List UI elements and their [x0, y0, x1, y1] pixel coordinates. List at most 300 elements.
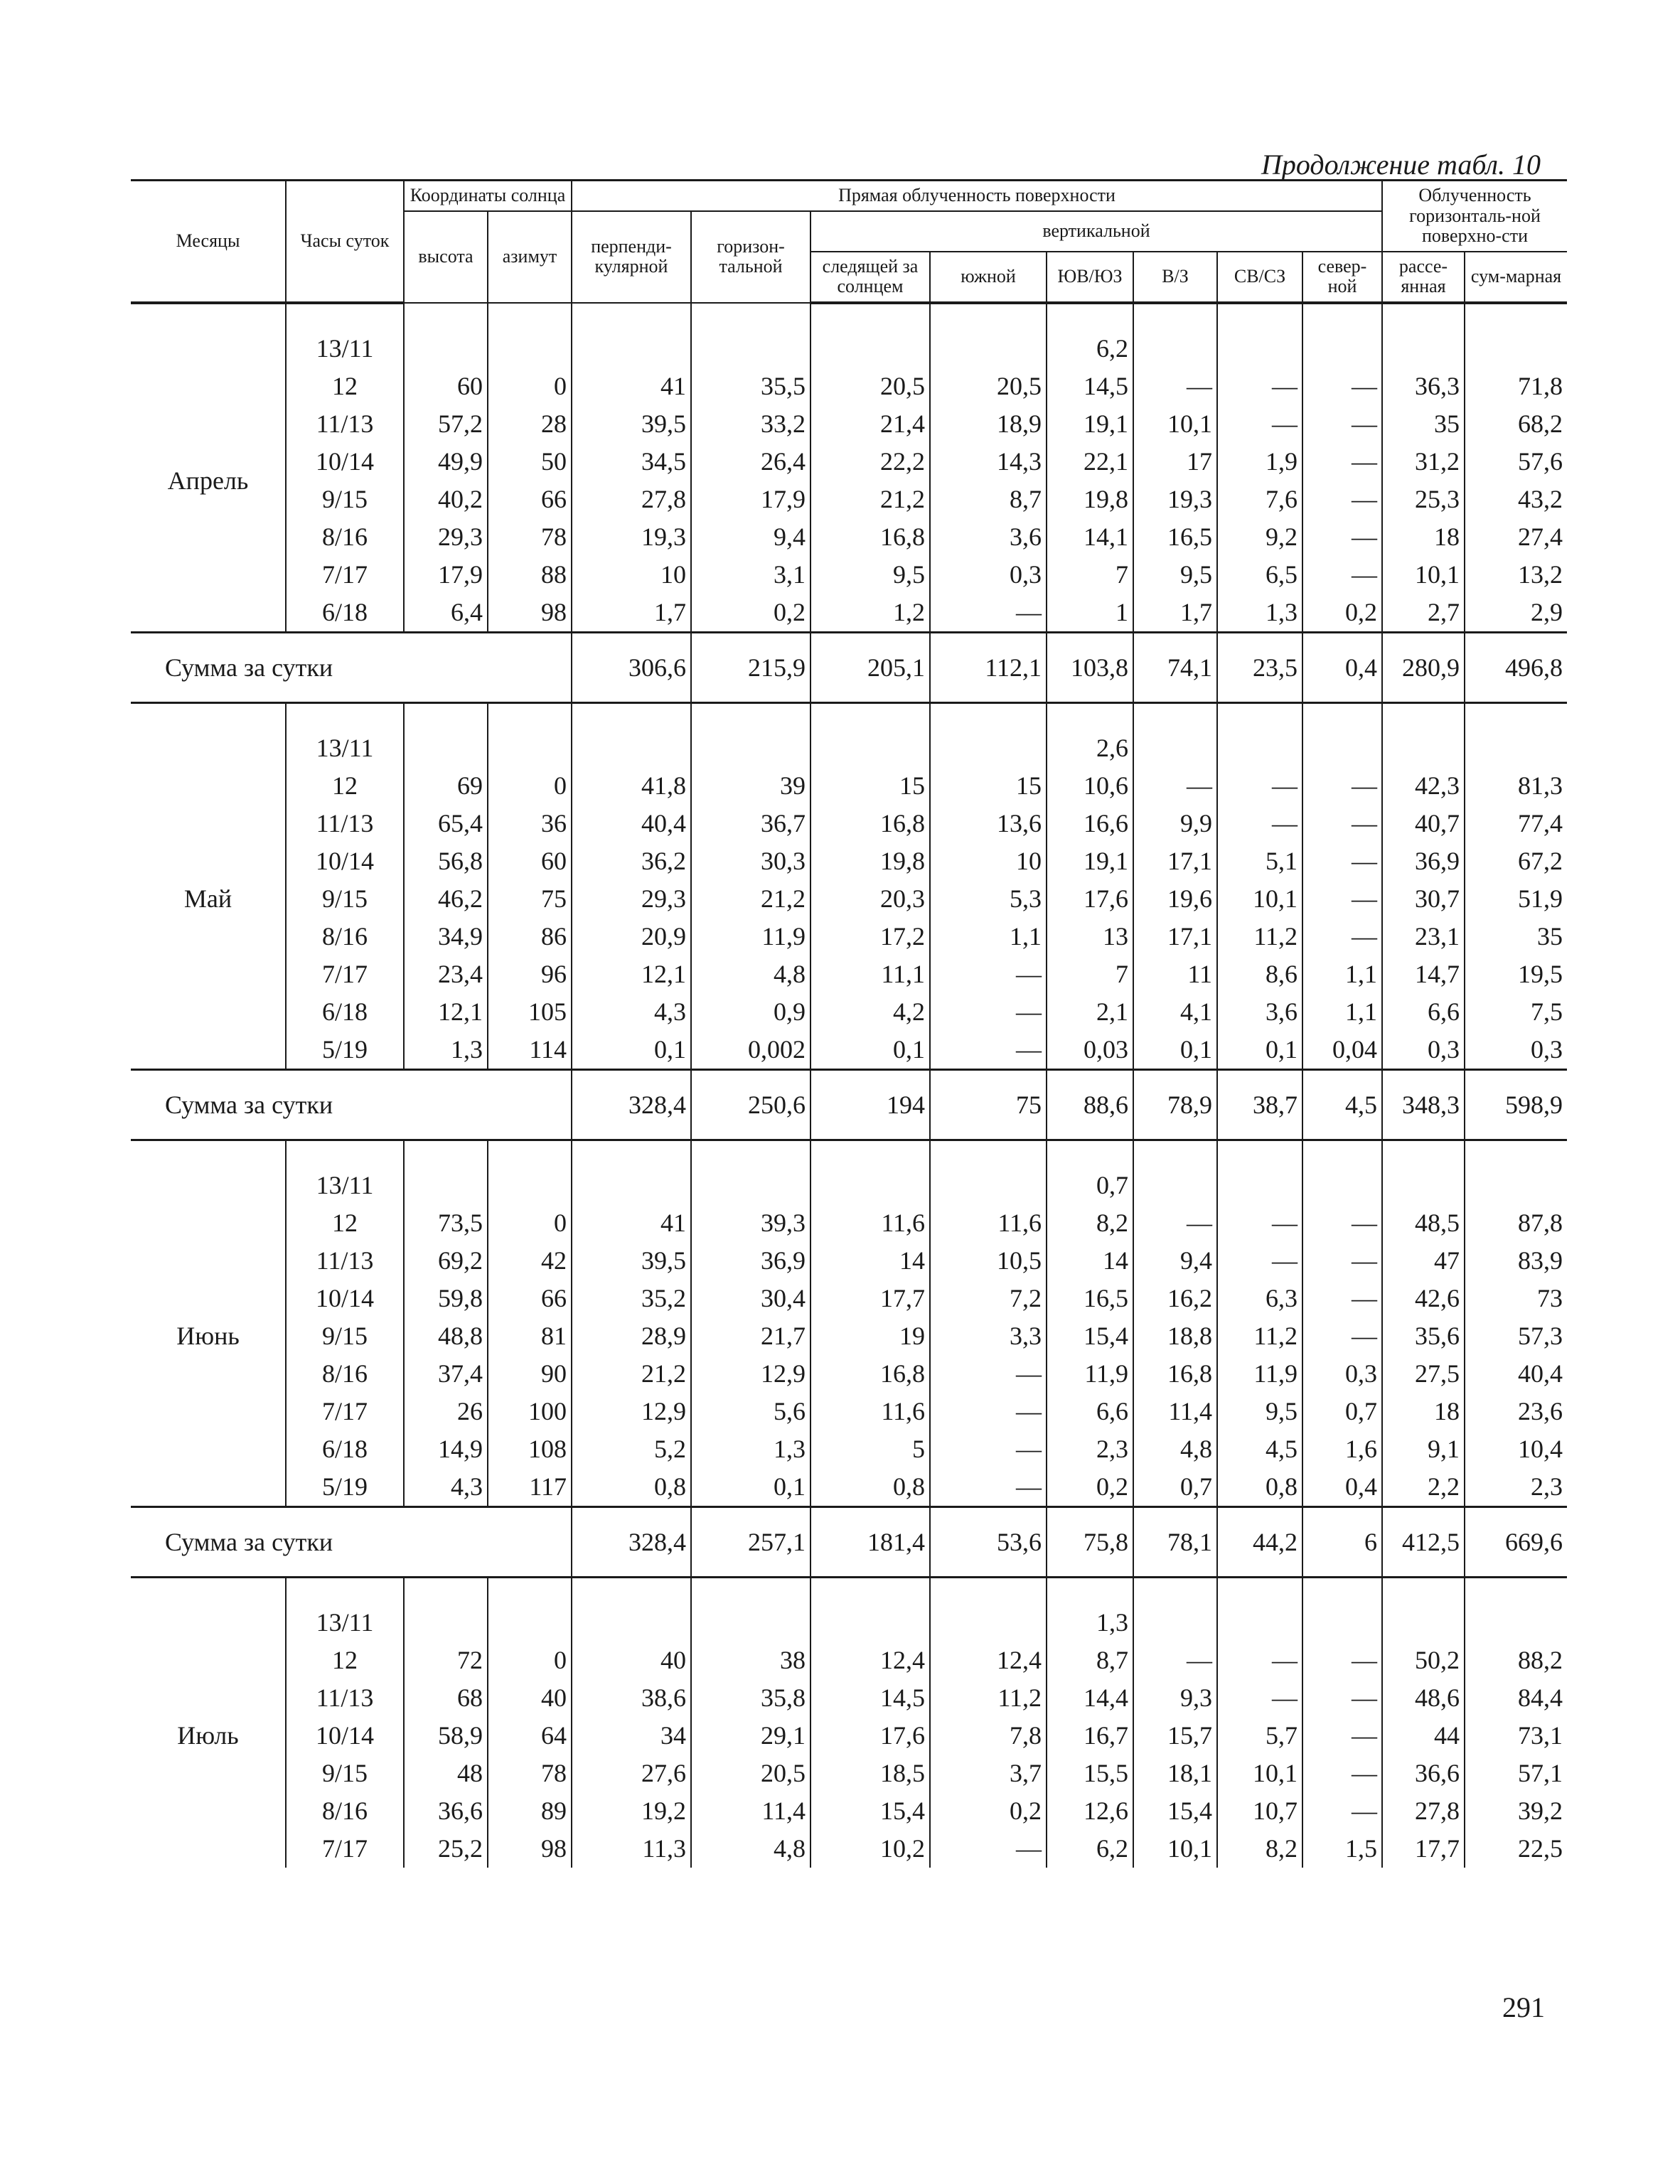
hour-cell: 7/17 [286, 1393, 404, 1430]
value-cell: 14,5 [1047, 368, 1133, 405]
value-cell: 11,9 [1047, 1355, 1133, 1393]
value-cell: — [1302, 1242, 1382, 1280]
value-cell: 3,6 [930, 518, 1047, 556]
value-cell: 0,7 [1047, 1167, 1133, 1204]
value-cell [1217, 1167, 1302, 1204]
value-cell: 16,5 [1133, 518, 1217, 556]
value-cell: 0,9 [691, 993, 810, 1031]
sum-cell: 38,7 [1217, 1069, 1302, 1140]
table-row [131, 1393, 1567, 1430]
value-cell: 7 [1047, 956, 1133, 993]
value-cell: 1,1 [1302, 956, 1382, 993]
value-cell: 20,9 [572, 918, 691, 956]
value-cell: 58,9 [404, 1717, 488, 1755]
value-cell: 0,3 [930, 556, 1047, 594]
value-cell: 41 [572, 368, 691, 405]
value-cell: 14,9 [404, 1430, 488, 1468]
sum-cell: 194 [810, 1069, 930, 1140]
value-cell: — [1133, 368, 1217, 405]
value-cell: 16,7 [1047, 1717, 1133, 1755]
value-cell: 0,2 [1302, 594, 1382, 633]
sum-cell: 280,9 [1382, 632, 1465, 702]
value-cell [810, 330, 930, 368]
hour-cell: 6/18 [286, 594, 404, 633]
value-cell: 36,9 [1382, 842, 1465, 880]
value-cell: 34,5 [572, 443, 691, 481]
value-cell: 5,1 [1217, 842, 1302, 880]
value-cell: 36,9 [691, 1242, 810, 1280]
value-cell: 18,1 [1133, 1755, 1217, 1792]
value-cell: — [1302, 443, 1382, 481]
value-cell: 10,1 [1217, 880, 1302, 918]
value-cell: 19 [810, 1317, 930, 1355]
month-label: Апрель [167, 466, 249, 495]
value-cell: 0,1 [1217, 1031, 1302, 1070]
value-cell: 96 [488, 956, 572, 993]
value-cell: 2,7 [1382, 594, 1465, 633]
table-row [131, 1280, 1567, 1317]
value-cell: 50 [488, 443, 572, 481]
header-e-w: В/З [1133, 252, 1217, 303]
sum-cell: 78,9 [1133, 1069, 1217, 1140]
sum-cell: 328,4 [572, 1069, 691, 1140]
sum-cell: 328,4 [572, 1506, 691, 1577]
value-cell: 40,4 [572, 805, 691, 842]
value-cell: — [930, 1031, 1047, 1070]
value-cell: 17,7 [1382, 1830, 1465, 1868]
value-cell: 40 [572, 1642, 691, 1679]
value-cell [930, 729, 1047, 767]
value-cell: 48,6 [1382, 1679, 1465, 1717]
value-cell: 57,1 [1465, 1755, 1567, 1792]
header-se-sw: ЮВ/ЮЗ [1047, 252, 1133, 303]
value-cell: 7,5 [1465, 993, 1567, 1031]
value-cell: 10,6 [1047, 767, 1133, 805]
value-cell: 18,5 [810, 1755, 930, 1792]
value-cell: 11,6 [930, 1204, 1047, 1242]
value-cell: 100 [488, 1393, 572, 1430]
hour-cell: 13/11 [286, 330, 404, 368]
value-cell: 20,5 [691, 1755, 810, 1792]
value-cell: — [1302, 1792, 1382, 1830]
value-cell: 9,3 [1133, 1679, 1217, 1717]
value-cell: 14,1 [1047, 518, 1133, 556]
value-cell: 81,3 [1465, 767, 1567, 805]
hour-cell: 8/16 [286, 1792, 404, 1830]
value-cell [930, 1604, 1047, 1642]
value-cell: 0,002 [691, 1031, 810, 1070]
value-cell: 29,1 [691, 1717, 810, 1755]
value-cell: 7,2 [930, 1280, 1047, 1317]
value-cell: 15,5 [1047, 1755, 1133, 1792]
value-cell: — [1302, 1717, 1382, 1755]
value-cell: 90 [488, 1355, 572, 1393]
value-cell: 16,2 [1133, 1280, 1217, 1317]
value-cell: — [1302, 918, 1382, 956]
hour-cell: 12 [286, 368, 404, 405]
value-cell: 78 [488, 518, 572, 556]
value-cell: 15 [810, 767, 930, 805]
value-cell: 7,8 [930, 1717, 1047, 1755]
value-cell: — [930, 594, 1047, 633]
table-row [131, 443, 1567, 481]
value-cell: — [1217, 405, 1302, 443]
header-vertical: вертикальной [810, 211, 1382, 252]
daily-sum-row [131, 1069, 1567, 1140]
value-cell: 12,1 [572, 956, 691, 993]
value-cell: 73,5 [404, 1204, 488, 1242]
value-cell: 6,3 [1217, 1280, 1302, 1317]
value-cell: 64 [488, 1717, 572, 1755]
value-cell: 18 [1382, 1393, 1465, 1430]
value-cell: — [1133, 767, 1217, 805]
table-row [131, 1755, 1567, 1792]
value-cell: 0,2 [930, 1792, 1047, 1830]
value-cell: 10,1 [1133, 405, 1217, 443]
value-cell: 19,2 [572, 1792, 691, 1830]
value-cell: 75 [488, 880, 572, 918]
value-cell: 30,4 [691, 1280, 810, 1317]
table-row [131, 518, 1567, 556]
value-cell: 17,2 [810, 918, 930, 956]
value-cell: — [1302, 880, 1382, 918]
value-cell: 22,1 [1047, 443, 1133, 481]
hour-cell: 11/13 [286, 1679, 404, 1717]
value-cell [1217, 330, 1302, 368]
value-cell: 36,6 [404, 1792, 488, 1830]
value-cell: 39,5 [572, 405, 691, 443]
value-cell: 14 [810, 1242, 930, 1280]
value-cell [404, 330, 488, 368]
value-cell: — [1302, 1642, 1382, 1679]
value-cell: 14,7 [1382, 956, 1465, 993]
value-cell [572, 330, 691, 368]
value-cell: 6,2 [1047, 1830, 1133, 1868]
value-cell: 27,6 [572, 1755, 691, 1792]
value-cell: 16,8 [810, 518, 930, 556]
value-cell: 117 [488, 1468, 572, 1507]
value-cell: 47 [1382, 1242, 1465, 1280]
value-cell: 23,4 [404, 956, 488, 993]
value-cell [1465, 330, 1567, 368]
value-cell: 15,7 [1133, 1717, 1217, 1755]
value-cell: 3,6 [1217, 993, 1302, 1031]
table-row [131, 594, 1567, 633]
value-cell: 16,5 [1047, 1280, 1133, 1317]
table-row [131, 1355, 1567, 1393]
sum-cell: 78,1 [1133, 1506, 1217, 1577]
value-cell: 2,6 [1047, 729, 1133, 767]
value-cell: 17,6 [810, 1717, 930, 1755]
value-cell: 0,8 [810, 1468, 930, 1507]
value-cell: — [1302, 368, 1382, 405]
value-cell: 105 [488, 993, 572, 1031]
value-cell: 10,1 [1217, 1755, 1302, 1792]
value-cell: 2,1 [1047, 993, 1133, 1031]
daily-sum-row [131, 1506, 1567, 1577]
value-cell: 35,6 [1382, 1317, 1465, 1355]
value-cell: 21,7 [691, 1317, 810, 1355]
table-row [131, 405, 1567, 443]
value-cell: 0,4 [1302, 1468, 1382, 1507]
hour-cell: 5/19 [286, 1031, 404, 1070]
value-cell: 4,8 [691, 956, 810, 993]
value-cell [1382, 729, 1465, 767]
value-cell [810, 729, 930, 767]
value-cell: 72 [404, 1642, 488, 1679]
value-cell: 30,3 [691, 842, 810, 880]
value-cell [1133, 1604, 1217, 1642]
value-cell: 11,6 [810, 1393, 930, 1430]
hour-cell: 12 [286, 767, 404, 805]
hour-cell: 12 [286, 1204, 404, 1242]
value-cell: 21,2 [572, 1355, 691, 1393]
value-cell: 39 [691, 767, 810, 805]
value-cell: — [930, 993, 1047, 1031]
value-cell: 35,8 [691, 1679, 810, 1717]
value-cell: 8,7 [1047, 1642, 1133, 1679]
table-row [131, 805, 1567, 842]
value-cell: — [1217, 1242, 1302, 1280]
table-row [131, 1317, 1567, 1355]
value-cell: — [1302, 556, 1382, 594]
sum-cell: 181,4 [810, 1506, 930, 1577]
sum-cell: 6 [1302, 1506, 1382, 1577]
spacer-row [131, 1140, 1567, 1167]
spacer-row [131, 303, 1567, 330]
value-cell: 14,4 [1047, 1679, 1133, 1717]
value-cell: — [1302, 481, 1382, 518]
value-cell: 60 [488, 842, 572, 880]
sum-cell: 215,9 [691, 632, 810, 702]
header-diffuse: рассе-янная [1382, 252, 1465, 303]
value-cell: 42,3 [1382, 767, 1465, 805]
header-direct-irradiance: Прямая облученность поверхности [572, 181, 1382, 211]
value-cell: 33,2 [691, 405, 810, 443]
value-cell: — [1302, 1679, 1382, 1717]
value-cell: 1,7 [572, 594, 691, 633]
value-cell: 65,4 [404, 805, 488, 842]
value-cell [1382, 1167, 1465, 1204]
irradiance-table [131, 179, 1567, 1868]
value-cell: 50,2 [1382, 1642, 1465, 1679]
header-sun-coordinates: Координаты солнца [404, 181, 572, 211]
value-cell: 81 [488, 1317, 572, 1355]
sum-cell: 44,2 [1217, 1506, 1302, 1577]
value-cell: 19,8 [810, 842, 930, 880]
header-azimuth: азимут [488, 211, 572, 303]
hour-cell: 10/14 [286, 1280, 404, 1317]
value-cell: 36 [488, 805, 572, 842]
value-cell: 9,9 [1133, 805, 1217, 842]
value-cell: 0,3 [1465, 1031, 1567, 1070]
value-cell: 13,2 [1465, 556, 1567, 594]
value-cell: 0,8 [572, 1468, 691, 1507]
sum-cell: 88,6 [1047, 1069, 1133, 1140]
sum-cell: 23,5 [1217, 632, 1302, 702]
value-cell: — [930, 1393, 1047, 1430]
value-cell: 3,7 [930, 1755, 1047, 1792]
value-cell: 40,2 [404, 481, 488, 518]
sum-cell: 0,4 [1302, 632, 1382, 702]
value-cell: — [1217, 1642, 1302, 1679]
spacer-row [131, 1577, 1567, 1604]
value-cell: — [1302, 842, 1382, 880]
value-cell: 60 [404, 368, 488, 405]
table-row [131, 1204, 1567, 1242]
value-cell: 9,4 [691, 518, 810, 556]
value-cell: 17,6 [1047, 880, 1133, 918]
value-cell: — [1133, 1204, 1217, 1242]
header-sun-tracking: следящей за солнцем [810, 252, 930, 303]
value-cell: 10 [930, 842, 1047, 880]
value-cell: 34 [572, 1717, 691, 1755]
sum-cell: 669,6 [1465, 1506, 1567, 1577]
value-cell: 16,8 [810, 1355, 930, 1393]
header-perpendicular: перпенди-кулярной [572, 211, 691, 303]
value-cell: 8,7 [930, 481, 1047, 518]
table-row [131, 330, 1567, 368]
sum-cell: 348,3 [1382, 1069, 1465, 1140]
value-cell [1465, 729, 1567, 767]
value-cell [810, 1604, 930, 1642]
value-cell: 11,6 [810, 1204, 930, 1242]
value-cell: 0,1 [572, 1031, 691, 1070]
value-cell: 2,2 [1382, 1468, 1465, 1507]
hour-cell: 7/17 [286, 956, 404, 993]
table-body [131, 303, 1567, 1868]
value-cell: 10,4 [1465, 1430, 1567, 1468]
value-cell: 11,2 [1217, 918, 1302, 956]
value-cell: 41 [572, 1204, 691, 1242]
value-cell: 1,6 [1302, 1430, 1382, 1468]
table-row [131, 956, 1567, 993]
table-row [131, 481, 1567, 518]
table-row [131, 880, 1567, 918]
value-cell: 49,9 [404, 443, 488, 481]
value-cell: 0 [488, 1642, 572, 1679]
value-cell: 18 [1382, 518, 1465, 556]
value-cell: 17 [1133, 443, 1217, 481]
table-row [131, 1167, 1567, 1204]
value-cell: — [1217, 1679, 1302, 1717]
value-cell: 0,03 [1047, 1031, 1133, 1070]
value-cell: 68 [404, 1679, 488, 1717]
value-cell: 1,3 [1047, 1604, 1133, 1642]
value-cell: 19,1 [1047, 842, 1133, 880]
value-cell: 23,6 [1465, 1393, 1567, 1430]
value-cell: 36,2 [572, 842, 691, 880]
value-cell: 12,1 [404, 993, 488, 1031]
value-cell: 8,6 [1217, 956, 1302, 993]
value-cell: 67,2 [1465, 842, 1567, 880]
value-cell: 1 [1047, 594, 1133, 633]
value-cell: 89 [488, 1792, 572, 1830]
value-cell: 30,7 [1382, 880, 1465, 918]
value-cell: 0,3 [1382, 1031, 1465, 1070]
sum-cell: 53,6 [930, 1506, 1047, 1577]
table-row [131, 1604, 1567, 1642]
value-cell: 13 [1047, 918, 1133, 956]
value-cell: 5,3 [930, 880, 1047, 918]
value-cell: 73 [1465, 1280, 1567, 1317]
value-cell: 15 [930, 767, 1047, 805]
value-cell: — [930, 956, 1047, 993]
value-cell: 48,5 [1382, 1204, 1465, 1242]
value-cell: 7,6 [1217, 481, 1302, 518]
value-cell: 19,6 [1133, 880, 1217, 918]
value-cell: — [1302, 1755, 1382, 1792]
value-cell: 4,8 [691, 1830, 810, 1868]
value-cell: 10 [572, 556, 691, 594]
value-cell: 19,1 [1047, 405, 1133, 443]
value-cell: 26 [404, 1393, 488, 1430]
value-cell: 11,1 [810, 956, 930, 993]
value-cell: 11,2 [1217, 1317, 1302, 1355]
value-cell: 11,4 [1133, 1393, 1217, 1430]
value-cell [691, 1604, 810, 1642]
value-cell [930, 330, 1047, 368]
table-row [131, 767, 1567, 805]
value-cell: 27,8 [1382, 1792, 1465, 1830]
hour-cell: 13/11 [286, 1604, 404, 1642]
value-cell [1465, 1604, 1567, 1642]
value-cell: 34,9 [404, 918, 488, 956]
value-cell: 69,2 [404, 1242, 488, 1280]
hour-cell: 10/14 [286, 443, 404, 481]
value-cell: 9,2 [1217, 518, 1302, 556]
value-cell: — [1302, 518, 1382, 556]
value-cell: 84,4 [1465, 1679, 1567, 1717]
value-cell: 44 [1382, 1717, 1465, 1755]
value-cell: 15,4 [1133, 1792, 1217, 1830]
hour-cell: 9/15 [286, 1755, 404, 1792]
value-cell: 0,1 [691, 1468, 810, 1507]
value-cell: — [930, 1355, 1047, 1393]
value-cell: 48,8 [404, 1317, 488, 1355]
value-cell: 66 [488, 481, 572, 518]
value-cell: 71,8 [1465, 368, 1567, 405]
value-cell: 11,2 [930, 1679, 1047, 1717]
value-cell: 46,2 [404, 880, 488, 918]
value-cell: 21,2 [691, 880, 810, 918]
hour-cell: 9/15 [286, 880, 404, 918]
hour-cell: 8/16 [286, 1355, 404, 1393]
value-cell: 7 [1047, 556, 1133, 594]
hour-cell: 7/17 [286, 1830, 404, 1868]
sum-cell: 205,1 [810, 632, 930, 702]
value-cell: 1,1 [1302, 993, 1382, 1031]
value-cell [1133, 729, 1217, 767]
value-cell: 48 [404, 1755, 488, 1792]
hour-cell: 11/13 [286, 405, 404, 443]
table-row [131, 1830, 1567, 1868]
value-cell: 12,4 [810, 1642, 930, 1679]
table-row [131, 556, 1567, 594]
value-cell: 0,2 [691, 594, 810, 633]
value-cell: 36,6 [1382, 1755, 1465, 1792]
value-cell: 21,2 [810, 481, 930, 518]
value-cell [1382, 330, 1465, 368]
value-cell: 51,9 [1465, 880, 1567, 918]
header-horizontal-irradiance: Облученность горизонталь-ной поверхно-сти [1382, 181, 1567, 252]
value-cell: 41,8 [572, 767, 691, 805]
table-row [131, 993, 1567, 1031]
value-cell: 10,1 [1133, 1830, 1217, 1868]
value-cell: 19,3 [1133, 481, 1217, 518]
value-cell [691, 330, 810, 368]
value-cell [1217, 1604, 1302, 1642]
